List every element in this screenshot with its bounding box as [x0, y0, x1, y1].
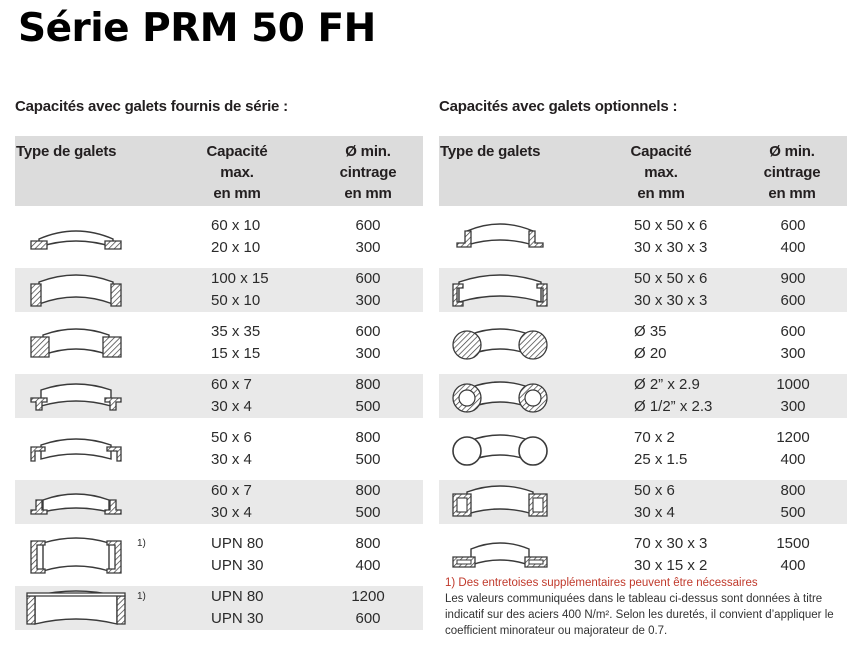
max-capacity-cell: 60 x 7 30 x 4	[211, 376, 252, 415]
min-bending-diameter-cell: 900 600	[780, 270, 806, 309]
min-bending-diameter-cell: 800 500	[355, 482, 381, 521]
header-capacity: Capacité max. en mm	[206, 143, 268, 202]
min-bending-diameter-cell: 600 300	[355, 217, 381, 256]
header-capacity: Capacité max. en mm	[630, 143, 692, 202]
min-bending-diameter-cell: 800 500	[780, 482, 806, 521]
min-bending-diameter-cell: 600 400	[780, 217, 806, 256]
angle-outward-profile-icon	[445, 217, 555, 257]
table-row	[15, 427, 423, 471]
table-row	[439, 427, 847, 471]
footnote-marker: 1)	[137, 591, 146, 602]
optional-table-header	[439, 136, 847, 206]
footnote-marker: 1)	[137, 538, 146, 549]
max-capacity-cell: Ø 2” x 2.9 Ø 1/2” x 2.3	[634, 376, 713, 415]
table-row	[439, 374, 847, 418]
t-bar-profile-icon	[21, 376, 131, 416]
min-bending-diameter-cell: 600 300	[355, 270, 381, 309]
standard-rollers-title: Capacités avec galets fournis de série :	[15, 98, 288, 115]
max-capacity-cell: 60 x 10 20 x 10	[211, 217, 261, 256]
header-min-diameter: Ø min. cintrage en mm	[763, 143, 821, 202]
max-capacity-cell: 50 x 50 x 6 30 x 30 x 3	[634, 270, 708, 309]
max-capacity-cell: Ø 35 Ø 20	[634, 323, 667, 362]
header-roller-type: Type de galets	[440, 143, 541, 160]
footnote-spacers-note: 1) Des entretoises supplémentaires peuvent être nécessaires	[445, 577, 758, 589]
max-capacity-cell: 70 x 2 25 x 1.5	[634, 429, 688, 468]
table-row	[15, 480, 423, 524]
max-capacity-cell: 50 x 6 30 x 4	[634, 482, 675, 521]
optional-rollers-section	[439, 96, 847, 577]
footnote	[445, 575, 850, 639]
optional-rollers-title: Capacités avec galets optionnels :	[439, 98, 678, 115]
header-roller-type: Type de galets	[16, 143, 117, 160]
min-bending-diameter-cell: 600 300	[355, 323, 381, 362]
standard-table-header	[15, 136, 423, 206]
table-row	[15, 586, 423, 630]
square-tube-profile-icon	[445, 482, 555, 522]
flat-bar-edge-profile-icon	[21, 270, 131, 310]
max-capacity-cell: UPN 80 UPN 30	[211, 535, 264, 574]
rect-tube-profile-icon	[445, 535, 555, 575]
header-min-diameter: Ø min. cintrage en mm	[339, 143, 397, 202]
table-row	[15, 268, 423, 312]
t-bar-inverted-profile-icon	[21, 482, 131, 522]
max-capacity-cell: UPN 80 UPN 30	[211, 588, 264, 627]
round-tube-profile-icon	[445, 376, 555, 416]
table-row	[15, 215, 423, 259]
max-capacity-cell: 70 x 30 x 3 30 x 15 x 2	[634, 535, 708, 574]
table-row	[439, 321, 847, 365]
page-title: Série PRM 50 FH	[18, 6, 376, 51]
square-bar-profile-icon	[21, 323, 131, 363]
min-bending-diameter-cell: 800 500	[355, 376, 381, 415]
table-row	[15, 321, 423, 365]
min-bending-diameter-cell: 800 500	[355, 429, 381, 468]
round-bar-profile-icon	[445, 323, 555, 363]
table-row	[15, 533, 423, 577]
upn-channel-flat-profile-icon	[21, 588, 131, 628]
max-capacity-cell: 60 x 7 30 x 4	[211, 482, 252, 521]
angle-bar-profile-icon	[21, 429, 131, 469]
max-capacity-cell: 50 x 6 30 x 4	[211, 429, 252, 468]
upn-channel-profile-icon	[21, 535, 131, 575]
min-bending-diameter-cell: 1200 600	[351, 588, 385, 627]
min-bending-diameter-cell: 1000 300	[776, 376, 810, 415]
table-row	[439, 268, 847, 312]
max-capacity-cell: 50 x 50 x 6 30 x 30 x 3	[634, 217, 708, 256]
round-tube-thin-profile-icon	[445, 429, 555, 469]
max-capacity-cell: 35 x 35 15 x 15	[211, 323, 261, 362]
table-row	[15, 374, 423, 418]
min-bending-diameter-cell: 1500 400	[776, 535, 810, 574]
min-bending-diameter-cell: 600 300	[780, 323, 806, 362]
table-row	[439, 215, 847, 259]
table-row	[439, 533, 847, 577]
footnote-disclaimer: Les valeurs communiquées dans le tableau ci-dessus sont données à titre indicatif sur des aciers 400 N/m². Selon les duretés, il convient d’appliquer le coefficient minorateur ou majorateur de 0.7.	[445, 593, 834, 637]
max-capacity-cell: 100 x 15 50 x 10	[211, 270, 269, 309]
min-bending-diameter-cell: 800 400	[355, 535, 381, 574]
standard-rollers-section	[15, 96, 423, 630]
min-bending-diameter-cell: 1200 400	[776, 429, 810, 468]
flat-bar-profile-icon	[21, 217, 131, 257]
angle-inward-profile-icon	[445, 270, 555, 310]
table-row	[439, 480, 847, 524]
